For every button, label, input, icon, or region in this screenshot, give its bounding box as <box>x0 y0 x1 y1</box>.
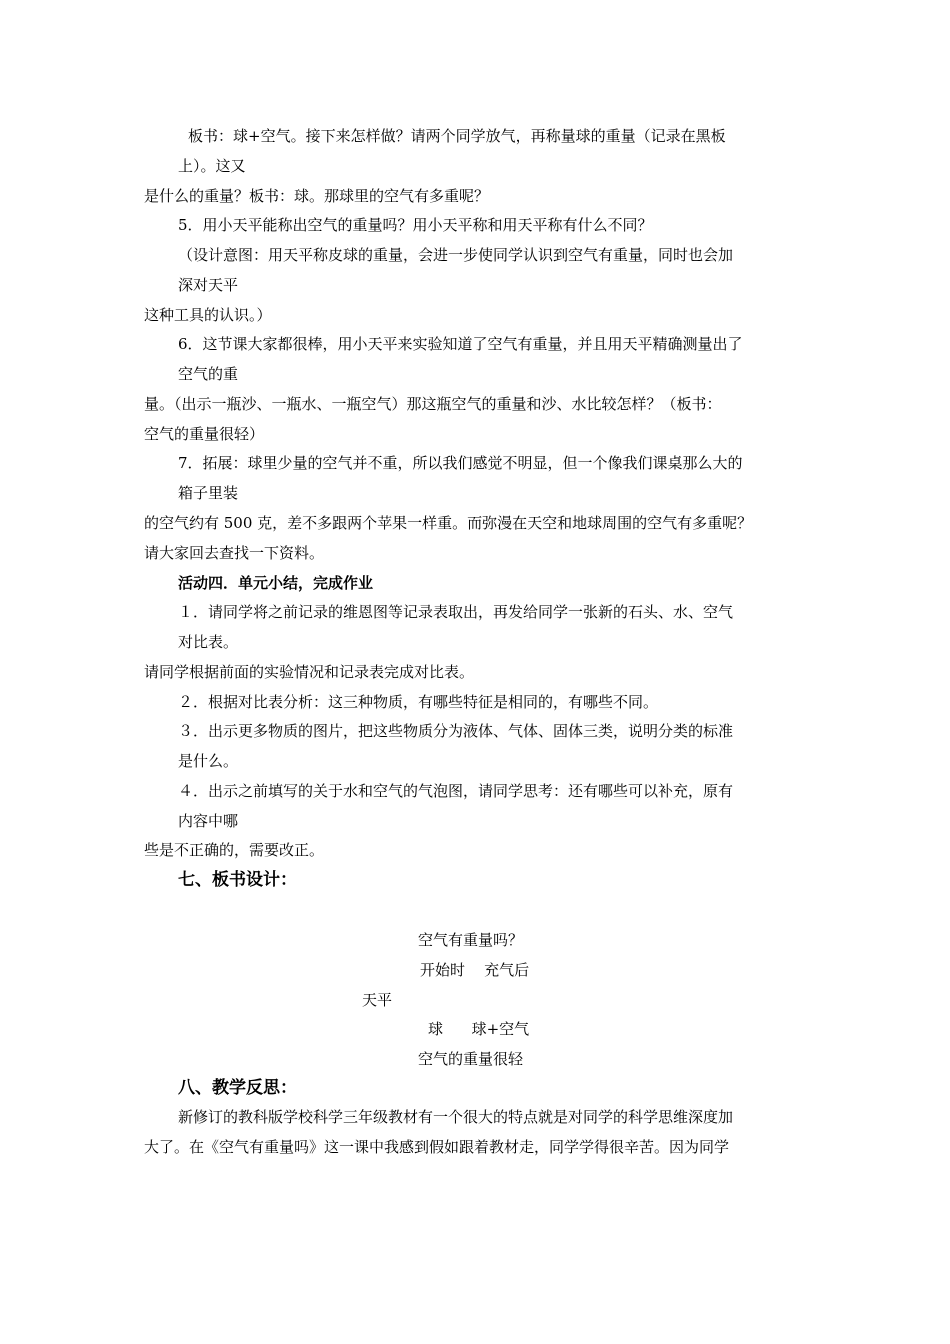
text-line: 请大家回去查找一下资料。 <box>144 544 325 562</box>
text-line: 量。（出示一瓶沙、一瓶水、一瓶空气）那这瓶空气的重量和沙、水比较怎样？（板书： <box>144 395 722 413</box>
section-heading: 八、教学反思： <box>178 1078 297 1098</box>
text-line: 是什么的重量？板书：球。那球里的空气有多重呢？ <box>144 187 490 205</box>
text-line: 7．拓展：球里少量的空气并不重，所以我们感觉不明显，但一个像我们课桌那么大的 <box>178 454 743 472</box>
text-line: （设计意图：用天平称皮球的重量，会进一步使同学认识到空气有重量，同时也会加 <box>178 246 734 264</box>
board-side-label: 天平 <box>362 991 393 1009</box>
text-line: ２．根据对比表分析：这三种物质，有哪些特征是相同的，有哪些不同。 <box>178 693 659 711</box>
text-line: ４．出示之前填写的关于水和空气的气泡图，请同学思考：还有哪些可以补充，原有 <box>178 782 734 800</box>
text-line: 些是不正确的，需要改正。 <box>144 841 325 859</box>
text-line: 内容中哪 <box>178 812 239 830</box>
board-conclusion: 空气的重量很轻 <box>418 1050 524 1068</box>
text-line: 空气的重 <box>178 365 239 383</box>
text-line: 箱子里装 <box>178 484 239 502</box>
board-title: 空气有重量吗？ <box>418 931 524 949</box>
text-line: 6．这节课大家都很棒，用小天平来实验知道了空气有重量，并且用天平精确测量出了 <box>178 335 743 353</box>
section-heading: 七、板书设计： <box>178 870 297 890</box>
text-line: 新修订的教科版学校科学三年级教材有一个很大的特点就是对同学的科学思维深度加 <box>178 1108 734 1126</box>
text-line: 的空气约有 500 克，差不多跟两个苹果一样重。而弥漫在天空和地球周围的空气有多重呢？ <box>144 514 753 532</box>
text-line: 对比表。 <box>178 633 239 651</box>
text-line: １．请同学将之前记录的维恩图等记录表取出，再发给同学一张新的石头、水、空气 <box>178 603 734 621</box>
text-line: 5．用小天平能称出空气的重量吗？用小天平称和用天平称有什么不同？ <box>178 216 653 234</box>
text-line: 这种工具的认识。） <box>144 306 272 324</box>
text-line: 是什么。 <box>178 752 239 770</box>
board-row: 球 球+空气 <box>428 1020 530 1038</box>
text-line: 板书：球+空气。接下来怎样做？请两个同学放气，再称量球的重量（记录在黑板 <box>188 127 726 145</box>
text-line: ３．出示更多物质的图片，把这些物质分为液体、气体、固体三类，说明分类的标准 <box>178 722 734 740</box>
text-line: 上）。这又 <box>178 157 246 175</box>
text-line: 请同学根据前面的实验情况和记录表完成对比表。 <box>144 663 475 681</box>
text-line: 空气的重量很轻） <box>144 425 265 443</box>
text-line: 深对天平 <box>178 276 239 294</box>
text-line: 大了。在《空气有重量吗》这一课中我感到假如跟着教材走，同学学得很辛苦。因为同学 <box>144 1138 730 1156</box>
activity-heading: 活动四．单元小结，完成作业 <box>178 574 374 592</box>
board-columns: 开始时 充气后 <box>420 961 530 979</box>
